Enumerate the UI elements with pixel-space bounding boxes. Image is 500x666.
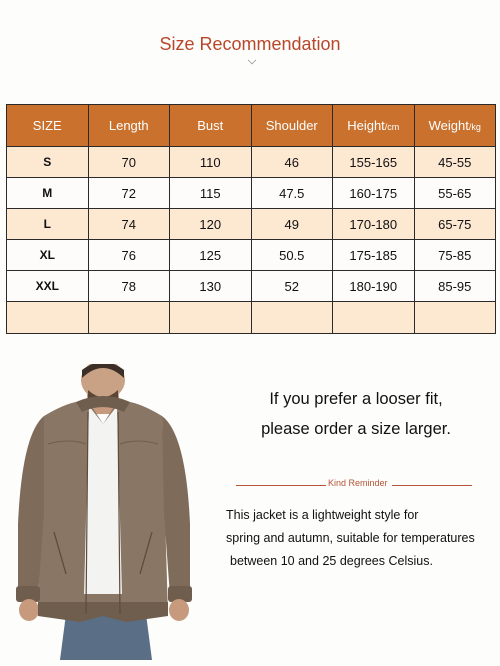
cell-height: 160-175: [333, 178, 415, 209]
cell-height: 180-190: [333, 271, 415, 302]
cell-weight: 75-85: [414, 240, 496, 271]
cell-bust: 110: [170, 147, 252, 178]
fit-note-line1: If you prefer a looser fit,: [269, 390, 443, 408]
cell-shoulder: 52: [251, 271, 333, 302]
fit-note-line2: please order a size larger.: [261, 420, 451, 438]
cell-weight: 45-55: [414, 147, 496, 178]
table-row-empty: [7, 302, 496, 334]
empty-cell: [414, 302, 496, 334]
kind-reminder-divider: [236, 478, 472, 492]
description-line1: This jacket is a lightweight style for: [226, 508, 419, 522]
cell-weight: 65-75: [414, 209, 496, 240]
cell-height: 170-180: [333, 209, 415, 240]
cell-height: 155-165: [333, 147, 415, 178]
cell-length: 70: [88, 147, 170, 178]
cell-weight: 55-65: [414, 178, 496, 209]
cell-bust: 120: [170, 209, 252, 240]
cell-length: 78: [88, 271, 170, 302]
table-row: [7, 178, 496, 209]
cell-shoulder: 47.5: [251, 178, 333, 209]
table-row: [7, 209, 496, 240]
cell-weight: 85-95: [414, 271, 496, 302]
empty-cell: [7, 302, 89, 334]
page-title: Size Recommendation: [159, 34, 341, 54]
empty-cell: [170, 302, 252, 334]
size-table: [6, 104, 496, 334]
header-height-label: Height: [347, 118, 385, 133]
cell-size: M: [7, 178, 89, 209]
cell-bust: 125: [170, 240, 252, 271]
header-weight: [414, 105, 496, 147]
header-height: [333, 105, 415, 147]
cell-height: 175-185: [333, 240, 415, 271]
header-length: Length: [88, 105, 170, 147]
cell-shoulder: 49: [251, 209, 333, 240]
cell-size: S: [7, 147, 89, 178]
header-size: SIZE: [7, 105, 89, 147]
reminder-line-right: [392, 485, 472, 486]
cell-size: L: [7, 209, 89, 240]
header-weight-unit: /kg: [468, 122, 481, 132]
description-line3: between 10 and 25 degrees Celsius.: [230, 554, 433, 568]
header-shoulder: Shoulder: [251, 105, 333, 147]
cell-shoulder: 46: [251, 147, 333, 178]
empty-cell: [251, 302, 333, 334]
description-line2: spring and autumn, suitable for temperatures: [226, 531, 475, 545]
table-row: [7, 271, 496, 302]
table-row: [7, 240, 496, 271]
cell-bust: 130: [170, 271, 252, 302]
kind-reminder-label: Kind Reminder: [328, 478, 388, 488]
header-weight-label: Weight: [428, 118, 469, 133]
cell-length: 76: [88, 240, 170, 271]
header-height-unit: /cm: [384, 122, 400, 132]
reminder-line-left: [236, 485, 326, 486]
table-header-row: [7, 105, 496, 147]
cell-length: 74: [88, 209, 170, 240]
cell-shoulder: 50.5: [251, 240, 333, 271]
model-jacket-photo: [14, 364, 192, 660]
empty-cell: [333, 302, 415, 334]
header-bust: Bust: [170, 105, 252, 147]
table-row: [7, 147, 496, 178]
cell-length: 72: [88, 178, 170, 209]
cell-bust: 115: [170, 178, 252, 209]
cell-size: XL: [7, 240, 89, 271]
empty-cell: [88, 302, 170, 334]
cell-size: XXL: [7, 271, 89, 302]
chevron-down-icon: [248, 56, 256, 64]
tshirt-shape: [84, 406, 122, 594]
